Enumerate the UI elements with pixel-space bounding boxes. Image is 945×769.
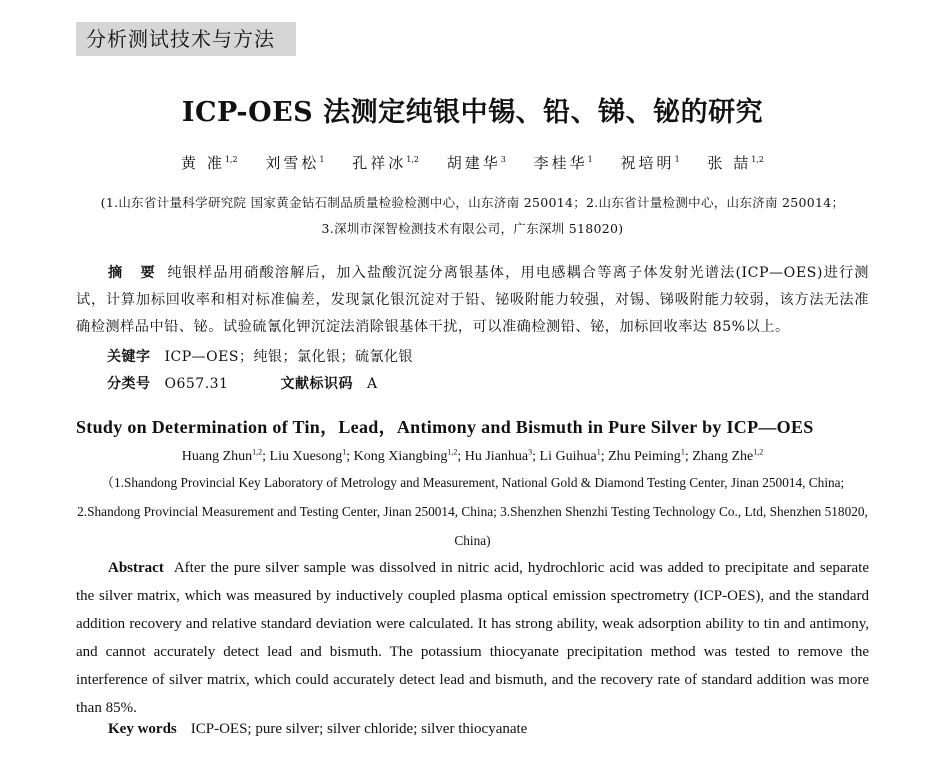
authors-cn [0, 152, 945, 173]
author-cn: 黄 准$^{1,2}$ [181, 154, 238, 172]
abstract-en-label: Abstract [108, 560, 164, 576]
paper-title-cn: ICP-OES 法测定纯银中锡、铅、锑、铋的研究 [181, 97, 764, 128]
author-cn: 张 喆$^{1,2}$ [707, 154, 764, 172]
author-en: Hu Jianhua$^3$; [464, 447, 540, 464]
keywords-cn-label: 关键字 [107, 349, 151, 365]
class-value: O657.31 [164, 376, 229, 392]
affiliation-cn [60, 190, 885, 242]
section-tag: 分析测试技术与方法 [76, 22, 296, 56]
keywords-en-text: ICP-OES; pure silver; silver chloride; silver thiocyanate [190, 721, 528, 737]
authors-en [0, 447, 945, 465]
author-en: Kong Xiangbing$^{1,2}$; [353, 447, 465, 464]
author-cn: 胡建华$^3$ [446, 154, 506, 172]
affiliation-cn-line1: (1.山东省计量科学研究院 国家黄金钻石制品质量检验检测中心，山东济南 250014；2.山东省计量检测中心，山东济南 250014； [100, 195, 845, 210]
author-cn: 祝培明$^1$ [620, 154, 680, 172]
abstract-cn-label: 摘 要 [108, 265, 162, 281]
author-en: Li Guihua$^1$; [539, 447, 609, 464]
author-en: Zhang Zhe$^{1,2}$ [692, 447, 764, 464]
affiliation-cn-line2: 3.深圳市深智检测技术有限公司，广东深圳 518020) [321, 221, 624, 236]
author-en: Zhu Peiming$^1$; [608, 447, 693, 464]
abstract-cn-text: 纯银样品用硝酸溶解后，加入盐酸沉淀分离银基体，用电感耦合等离子体发射光谱法(ICP—OES)进行测试，计算加标回收率和相对标准偏差，发现氯化银沉淀对于铅、铋吸附能力较强，对锡、锑吸附能力较弱，该方法无法准确检测样品中铅、铋。试验硫氰化钾沉淀法消除银基体干扰，可以准确检测铅、铋，加标回收率达 85%以上。 [76, 265, 869, 335]
keywords-cn [107, 346, 413, 366]
author-en: Huang Zhun$^{1,2}$; [181, 447, 270, 464]
keywords-en-label: Key words [108, 721, 177, 737]
keywords-cn-text: ICP—OES；纯银；氯化银；硫氰化银 [164, 349, 413, 365]
abstract-en-text: After the pure silver sample was dissolved in nitric acid, hydrochloric acid was added to precipitate and separate the silver matrix, which was measured by inductively coupled plasma optical emission spectrometry (ICP-OES), and the standard addition recovery and relative standard deviation were calculated. It has strong ability, weak adsorption ability to tin and antimony, and cannot accurately detect lead and bismuth. The potassium thiocyanate precipitation method was tested to remove the interference of silver matrix, which could accurately detect lead and bismuth, and the recovery rate of standard addition was more than 85%. [76, 560, 869, 716]
author-cn: 孔祥冰$^{1,2}$ [352, 154, 419, 172]
doc-code-label: 文献标识码 [280, 376, 353, 392]
classification-cn [107, 373, 378, 393]
paper-title-en: Study on Determination of Tin，Lead，Antimony and Bismuth in Pure Silver by ICP—OES [76, 417, 814, 437]
affiliation-en: （1.Shandong Provincial Key Laboratory of Metrology and Measurement, National Gold & Diamond Testing Center, Jinan 250014, China; 2.Shandong Provincial Measurement and Testing Center, Jinan 250014, China; 3.Shenzhen Shenzhi Testing Technology Co., Ltd, Shenzhen 518020, China) [77, 475, 868, 548]
author-cn: 刘雪松$^1$ [265, 154, 325, 172]
abstract-en [76, 554, 869, 722]
author-en: Liu Xuesong$^1$; [269, 447, 354, 464]
class-label: 分类号 [107, 376, 151, 392]
author-cn: 李桂华$^1$ [533, 154, 593, 172]
keywords-en [108, 721, 527, 738]
doc-code-value: A [366, 376, 378, 392]
abstract-cn [76, 260, 869, 341]
